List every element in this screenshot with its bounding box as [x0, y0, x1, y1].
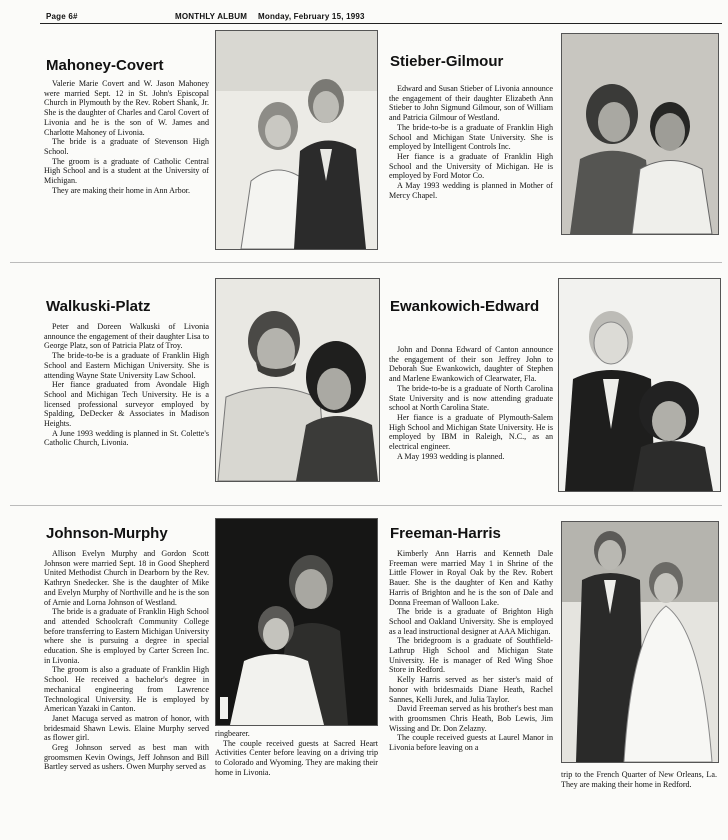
- paragraph: The groom is also a graduate of Franklin High School. He received a bachelor's degree in mechanical engineering from Lawrence Technological University. He is employed by American Yazaki in Canton.: [44, 665, 209, 714]
- paragraph: John and Donna Edward of Canton announce the engagement of their son Jeffrey John to Deborah Sue Ewankowich, daughter of Stephen and Marlene Ewankowich of Clearwater, Fla.: [389, 345, 553, 384]
- announcement-body: [44, 322, 209, 448]
- paragraph: A May 1993 wedding is planned in Mother of Mercy Chapel.: [389, 181, 553, 200]
- couple-photo: [558, 278, 721, 492]
- paragraph: Kelly Harris served as her sister's maid of honor with bridesmaids Diane Heath, Rachel Sannes, Kelli Jurek, and Julia Taylor.: [389, 675, 553, 704]
- paragraph: The bride is a graduate of Brighton High School and Oakland University. She is employed as a lead instructional designer at AAA Michigan.: [389, 607, 553, 636]
- announcement-body: [389, 345, 553, 461]
- divider-rule: [10, 262, 722, 263]
- paragraph: Her fiance is a graduate of Plymouth-Salem High School and Michigan State University. He is employed by IBM in Raleigh, N.C., as an electrical engineer.: [389, 412, 553, 452]
- announcement-body: [389, 84, 553, 200]
- divider-rule: [10, 505, 722, 506]
- paragraph: Valerie Marie Covert and W. Jason Mahoney were married Sept. 12 in St. John's Episcopal Church in Plymouth by the Rev. Robert Shank, Jr. She is the daughter of Charles and Carol Covert of Livonia and he is the son of W. James and Charlotte Mahoney of Livonia.: [44, 79, 209, 137]
- announcement-title: Walkuski-Platz: [46, 298, 151, 315]
- paragraph: They are making their home in Ann Arbor.: [52, 185, 191, 195]
- couple-photo: [215, 518, 378, 726]
- couple-photo: [215, 278, 380, 482]
- paragraph: David Freeman served as his brother's best man with groomsmen Chris Heath, Bob Lewis, Jim Wissing and Dr. Don Zelazny.: [389, 704, 553, 733]
- couple-photo: [561, 521, 719, 763]
- announcement-body: [389, 549, 553, 753]
- announcement-title: Stieber-Gilmour: [390, 53, 504, 70]
- page-number: Page 6#: [46, 12, 78, 21]
- announcement-title: Mahoney-Covert: [46, 57, 164, 74]
- paragraph: The groom is a graduate of Catholic Central High School and is a student at the University of Michigan.: [44, 156, 209, 186]
- announcement-body: [44, 79, 209, 195]
- paragraph: Janet Macuga served as matron of honor, with bridesmaid Shawn Lewis. Elaine Murphy served as flower girl.: [44, 713, 209, 743]
- announcement-title: Johnson-Murphy: [46, 525, 168, 542]
- header-rule: [40, 23, 722, 24]
- paragraph: ringbearer.: [215, 729, 250, 738]
- paragraph: Kimberly Ann Harris and Kenneth Dale Freeman were married May 1 in Shrine of the Little Flower in Royal Oak by the Rev. Robert Bauer. She is the daughter of Ken and Kathy Harris of Brighton and he is the son of Dale and Donna Freeman of Walloon Lake.: [389, 549, 553, 607]
- announcement-body: [44, 549, 209, 772]
- paragraph: Allison Evelyn Murphy and Gordon Scott Johnson were married Sept. 18 in Good Shepherd United Methodist Church in Dearborn by the Rev. Kathryn Snedecker. She is the daughter of Mike and Evelyn Murphy of Northville and he is the son of Arnie and Lorna Johnson of Westland.: [44, 549, 209, 607]
- paragraph: The bridegroom is a graduate of Southfield-Lathrup High School and Michigan State University. He is manager of Red Wing Shoe Store in Redford.: [389, 636, 553, 675]
- announcement-continuation: [561, 770, 717, 789]
- paragraph: The couple received guests at Laurel Manor in Livonia before leaving on a: [389, 733, 553, 753]
- paragraph: The couple received guests at Sacred Heart Activities Center before leaving on a driving trip to Colorado and Wyoming. They are making their home in Livonia.: [215, 738, 378, 777]
- paragraph: Greg Johnson served as best man with groomsmen Kevin Owings, Jeff Johnson and Bill Bartley served as ushers. Owen Murphy served as: [44, 743, 209, 772]
- couple-photo: [215, 30, 378, 250]
- paragraph: The bride-to-be is a graduate of Franklin High School and Michigan State University. She is employed by Intelligent Controls Inc.: [389, 122, 553, 152]
- issue-date: Monday, February 15, 1993: [258, 12, 365, 21]
- paragraph: The bride is a graduate of Franklin High School and attended Schoolcraft Community College before transferring to Eastern Michigan University where she is pursuing a degree in special education. She is employed by Carter Screen Inc. in Livonia.: [44, 607, 209, 665]
- announcement-continuation: [215, 729, 378, 778]
- paragraph: The bride-to-be is a graduate of North Carolina State University and is now attending graduate school at North Carolina State.: [389, 383, 553, 413]
- paragraph: Her fiance is a graduate of Franklin High School and the University of Michigan. He is employed by Ford Motor Co.: [389, 151, 553, 181]
- announcement-title: Ewankowich-Edward: [390, 298, 540, 315]
- paragraph: The bride is a graduate of Stevenson High School.: [44, 137, 209, 156]
- paragraph: The bride-to-be is a graduate of Franklin High School and Eastern Michigan University. She is attending Wayne State University Law School.: [44, 351, 209, 380]
- announcement-title: Freeman-Harris: [390, 525, 501, 542]
- couple-photo: [561, 33, 719, 235]
- section-name: MONTHLY ALBUM: [175, 12, 248, 21]
- paragraph: Edward and Susan Stieber of Livonia announce the engagement of their daughter Elizabeth Ann Stieber to John Sigmund Gilmour, son of William and Patricia Gilmour of Westland.: [389, 84, 553, 123]
- paragraph: A June 1993 wedding is planned in St. Colette's Catholic Church, Livonia.: [44, 428, 209, 448]
- paragraph: Her fiance graduated from Avondale High School and Michigan Tech University. He is a licensed professional surveyor employed by Spalding, DeDecker & Associates in Madison Heights.: [44, 380, 209, 429]
- paragraph: Peter and Doreen Walkuski of Livonia announce the engagement of their daughter Lisa to George Platz, son of Patricia Platz of Troy.: [44, 322, 209, 351]
- paragraph: A May 1993 wedding is planned.: [397, 451, 505, 461]
- paragraph: trip to the French Quarter of New Orleans, La. They are making their home in Redford.: [561, 770, 717, 789]
